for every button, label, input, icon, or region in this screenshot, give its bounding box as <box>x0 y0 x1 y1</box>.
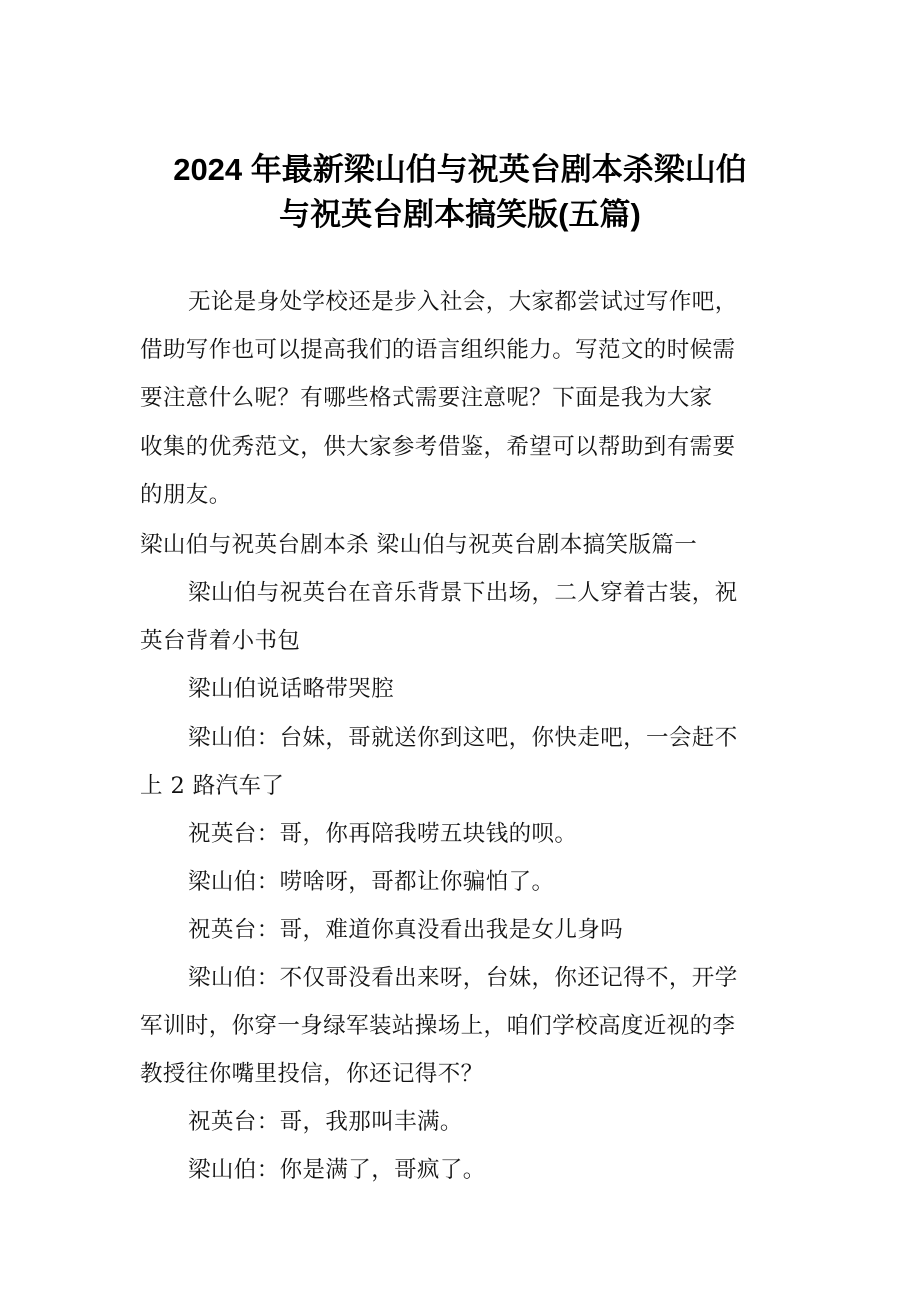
intro-paragraph-line: 收集的优秀范文，供大家参考借鉴，希望可以帮助到有需要 <box>140 434 736 460</box>
intro-paragraph-line: 无论是身处学校还是步入社会，大家都尝试过写作吧， <box>188 289 738 315</box>
script-line: 梁山伯与祝英台在音乐背景下出场，二人穿着古装，祝 <box>188 580 738 606</box>
script-line: 梁山伯说话略带哭腔 <box>188 676 395 702</box>
script-line: 教授往你嘴里投信，你还记得不？ <box>140 1061 484 1087</box>
script-line: 军训时，你穿一身绿军装站操场上，咱们学校高度近视的李 <box>140 1013 736 1039</box>
section-heading: 梁山伯与祝英台剧本杀 梁山伯与祝英台剧本搞笑版篇一 <box>140 532 698 558</box>
script-line: 上 2 路汽车了 <box>140 773 285 799</box>
script-line: 梁山伯：唠啥呀，哥都让你骗怕了。 <box>188 869 555 895</box>
script-line: 梁山伯：不仅哥没看出来呀，台妹，你还记得不，开学 <box>188 965 738 991</box>
document-title-line-2: 与祝英台剧本搞笑版(五篇) <box>279 197 641 232</box>
intro-paragraph-line: 要注意什么呢？有哪些格式需要注意呢？下面是我为大家 <box>140 385 713 411</box>
script-line: 英台背着小书包 <box>140 628 301 654</box>
script-line: 祝英台：哥，你再陪我唠五块钱的呗。 <box>188 821 578 847</box>
document-title-line-1: 2024 年最新梁山伯与祝英台剧本杀梁山伯 <box>173 152 747 187</box>
intro-paragraph-line: 的朋友。 <box>140 482 232 508</box>
script-line: 梁山伯：台妹，哥就送你到这吧，你快走吧，一会赶不 <box>188 725 738 751</box>
script-line: 梁山伯：你是满了，哥疯了。 <box>188 1157 486 1183</box>
script-line: 祝英台：哥，难道你真没看出我是女儿身吗 <box>188 917 624 943</box>
intro-paragraph-line: 借助写作也可以提高我们的语言组织能力。写范文的时候需 <box>140 337 736 363</box>
script-line: 祝英台：哥，我那叫丰满。 <box>188 1109 463 1135</box>
